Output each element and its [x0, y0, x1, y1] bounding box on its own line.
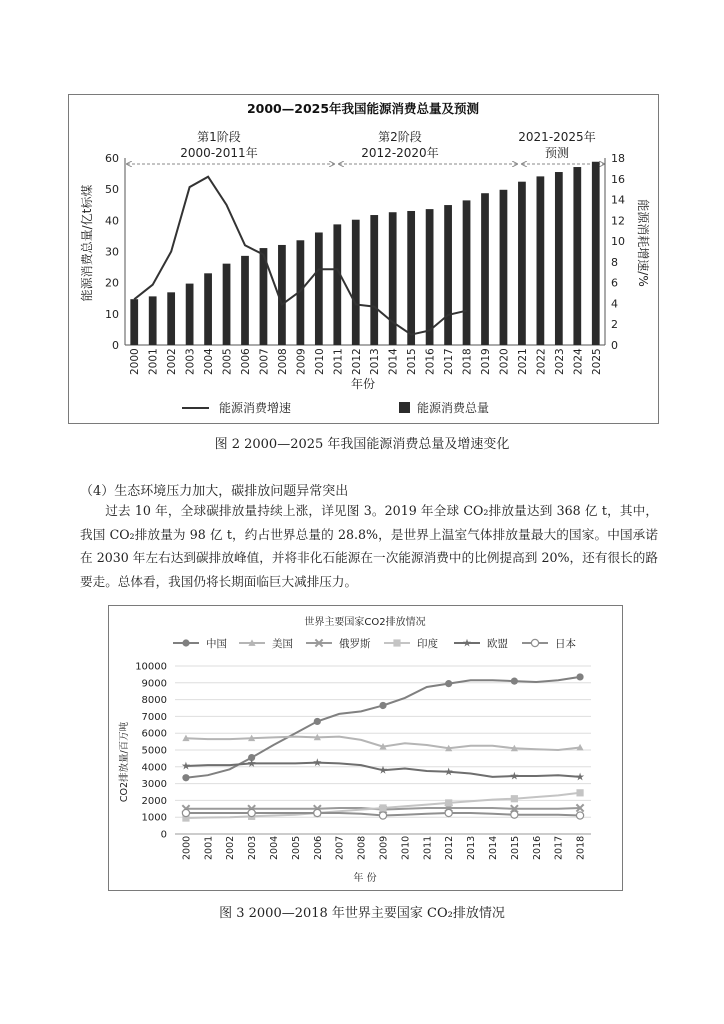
legend-bar-label: 能源消费总量: [417, 401, 490, 415]
x-tick-label: 2002: [166, 348, 179, 375]
bar: [241, 256, 249, 345]
bar: [223, 264, 231, 345]
legend-swatch-marker: [531, 639, 538, 646]
x-tick-label: 2009: [295, 348, 308, 375]
y-tick-label: 8000: [141, 695, 167, 707]
x-tick-label: 2022: [535, 348, 548, 375]
y-tick-label: 20: [105, 276, 119, 290]
x-tick-label: 2024: [572, 348, 585, 375]
series-marker: [445, 809, 452, 816]
series-marker: [576, 789, 583, 796]
bar: [481, 193, 489, 345]
y2-tick-label: 18: [611, 152, 625, 165]
x-tick-label: 2007: [334, 835, 346, 860]
y-tick-label: 10: [105, 307, 119, 321]
x-tick-label: 2018: [575, 835, 587, 860]
x-tick-label: 2008: [356, 835, 368, 860]
x-tick-label: 2007: [258, 348, 271, 375]
x-tick-label: 2011: [422, 835, 434, 860]
y-tick-label: 3000: [141, 779, 167, 791]
y-axis-label: 能源消费总量/亿t标煤: [80, 184, 94, 302]
x-tick-label: 2021: [516, 348, 529, 375]
x-tick-label: 2009: [378, 835, 390, 860]
y-axis-label: CO2排放量/百万吨: [119, 721, 130, 803]
phase-3-name: 2021-2025年: [518, 130, 596, 144]
chart-title: 2000—2025年我国能源消费总量及预测: [246, 101, 480, 116]
bar: [573, 167, 581, 345]
legend-label: 中国: [206, 638, 227, 650]
y2-axis-label: 能源消耗增速/%: [636, 199, 650, 287]
x-tick-label: 2023: [553, 348, 566, 375]
series-marker: [379, 702, 386, 709]
series-marker: [445, 680, 452, 687]
legend-label: 俄罗斯: [339, 638, 371, 650]
energy-consumption-chart: [69, 95, 658, 423]
y-tick-label: 1000: [141, 812, 167, 824]
y2-tick-label: 12: [611, 214, 625, 228]
legend-line-label: 能源消费增速: [219, 401, 292, 415]
x-tick-label: 2005: [221, 348, 234, 375]
y2-tick-label: 14: [611, 193, 625, 207]
series-marker: [379, 804, 386, 811]
bar: [352, 220, 360, 345]
phase-3-range: 预测: [544, 146, 570, 160]
y-tick-label: 2000: [141, 795, 167, 807]
bar: [333, 224, 341, 345]
y2-tick-label: 6: [611, 276, 618, 290]
energy-consumption-figure: [68, 94, 659, 424]
x-tick-label: 2019: [480, 348, 492, 375]
y2-tick-label: 0: [611, 339, 618, 352]
bar: [204, 273, 212, 345]
y2-tick-label: 16: [611, 172, 625, 186]
figure-2-caption: 图 2 2000—2025 年我国能源消费总量及增速变化: [214, 437, 510, 452]
x-tick-label: 2010: [400, 835, 412, 860]
x-tick-label: 2017: [553, 835, 565, 860]
x-tick-label: 2015: [406, 348, 419, 375]
co2-emissions-figure: [108, 605, 623, 891]
x-tick-label: 2003: [247, 835, 259, 860]
y2-tick-label: 4: [611, 297, 618, 311]
x-tick-label: 2011: [332, 348, 345, 375]
x-tick-label: 2014: [487, 835, 499, 860]
legend-swatch-marker: [182, 639, 189, 646]
x-tick-label: 2013: [466, 835, 478, 860]
y2-tick-label: 8: [611, 255, 618, 269]
series-marker: [314, 718, 321, 725]
x-tick-label: 2017: [443, 348, 456, 375]
legend-label: 欧盟: [487, 638, 508, 650]
phase-2-range: 2012-2020年: [361, 146, 439, 160]
x-tick-label: 2025: [590, 348, 603, 375]
phase-1-range: 2000-2011年: [180, 146, 258, 160]
section-heading: （4）生态环境压力加大，碳排放问题异常突出: [80, 484, 349, 499]
y2-tick-label: 10: [611, 235, 625, 249]
x-tick-label: 2013: [369, 348, 382, 375]
series-marker: [314, 809, 321, 816]
x-tick-label: 2008: [276, 348, 289, 375]
x-tick-label: 2018: [461, 348, 474, 375]
series-marker: [576, 812, 583, 819]
y-tick-label: 60: [105, 152, 119, 165]
series-marker: [445, 799, 452, 806]
y-tick-label: 9000: [141, 678, 167, 690]
y-tick-label: 5000: [141, 745, 167, 757]
y-tick-label: 6000: [141, 728, 167, 740]
series-marker: [182, 774, 189, 781]
bar: [518, 182, 526, 345]
x-tick-label: 2004: [203, 348, 216, 375]
figure-3-caption: 图 3 2000—2018 年世界主要国家 CO₂排放情况: [219, 906, 505, 921]
co2-emissions-chart: [109, 606, 622, 890]
chart-title: 世界主要国家CO2排放情况: [304, 617, 426, 628]
y-tick-label: 0: [160, 829, 167, 841]
x-tick-label: 2016: [531, 835, 543, 860]
bar: [537, 176, 545, 345]
series-line: [186, 677, 580, 778]
y-tick-label: 4000: [141, 762, 167, 774]
phase-1-name: 第1阶段: [197, 130, 241, 144]
bar: [167, 292, 175, 345]
series-marker: [511, 795, 518, 802]
bar: [463, 200, 471, 345]
y-tick-label: 40: [105, 214, 119, 228]
x-tick-label: 2016: [424, 348, 437, 375]
bar: [444, 205, 452, 345]
phase-2-name: 第2阶段: [378, 130, 422, 144]
bar: [315, 232, 323, 345]
bar: [426, 209, 434, 345]
x-tick-label: 2015: [509, 835, 521, 860]
y-tick-label: 30: [105, 245, 119, 259]
x-tick-label: 2005: [290, 835, 302, 860]
x-tick-label: 2012: [350, 348, 363, 375]
y-tick-label: 7000: [141, 711, 167, 723]
series-marker: [182, 809, 189, 816]
y-tick-label: 50: [105, 183, 119, 197]
x-tick-label: 2006: [240, 348, 252, 375]
x-tick-label: 2001: [203, 835, 215, 860]
x-tick-label: 2002: [225, 835, 237, 860]
legend-label: 日本: [555, 638, 576, 650]
x-tick-label: 2000: [129, 348, 142, 375]
x-tick-label: 2020: [498, 348, 511, 375]
x-tick-label: 2000: [181, 835, 193, 860]
series-marker: [576, 673, 583, 680]
legend-label: 印度: [417, 638, 438, 650]
legend-label: 美国: [272, 638, 293, 650]
legend-swatch-marker: [393, 639, 400, 646]
y2-tick-label: 2: [611, 318, 618, 332]
x-tick-label: 2003: [184, 348, 197, 375]
bar: [500, 190, 508, 345]
y-tick-label: 0: [112, 339, 119, 352]
x-tick-label: 2001: [147, 348, 160, 375]
x-tick-label: 2006: [312, 835, 324, 860]
bar: [592, 162, 600, 345]
bar: [186, 284, 194, 345]
series-marker: [379, 812, 386, 819]
x-axis-label: 年份: [350, 377, 376, 391]
bar: [407, 211, 415, 345]
series-marker: [511, 811, 518, 818]
x-tick-label: 2014: [387, 348, 400, 375]
legend-bar-swatch: [399, 402, 410, 413]
bar: [149, 296, 157, 345]
y-tick-label: 10000: [135, 661, 167, 673]
section-paragraph: 过去 10 年，全球碳排放量持续上涨，详见图 3。2019 年全球 CO₂排放量达到 368 亿 t，其中，我国 CO₂排放量为 98 亿 t，约占世界总量的 28.8%，是世界上温室气体排放量最大的国家。中国承诺在 2030 年左右达到碳排放峰值，并将非化石能源在一次能源消费中的比例提高到 20%，还有很长的路要走。总体看，我国仍将长期面临巨大减排压力。: [80, 503, 658, 589]
x-tick-label: 2010: [313, 348, 326, 375]
x-axis-label: 年 份: [353, 873, 377, 884]
series-marker: [248, 809, 255, 816]
x-tick-label: 2012: [444, 835, 456, 860]
series-marker: [511, 678, 518, 685]
x-tick-label: 2004: [269, 835, 281, 860]
bar: [555, 172, 563, 345]
bar: [370, 215, 378, 345]
bar: [130, 299, 138, 345]
